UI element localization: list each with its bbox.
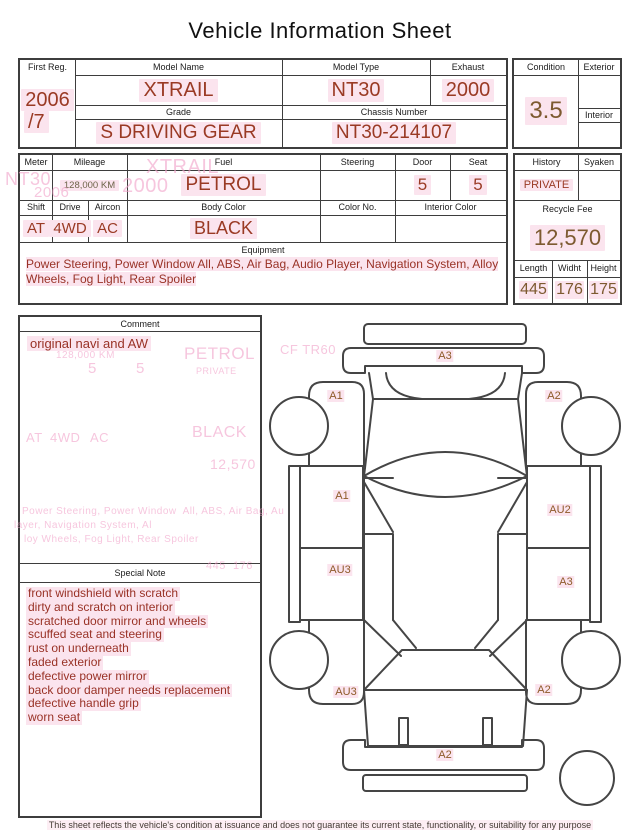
interior-label: Interior [584,110,613,120]
door-label: Door [412,157,433,167]
condition-box [512,58,622,149]
exhaust-label: Exhaust [451,62,485,72]
width-label: Widht [557,263,581,273]
damage-code-label: AU2 [549,504,571,516]
interior-color-label: Interior Color [424,202,477,212]
special-note-header: Special Note [114,568,166,578]
color-no-label: Color No. [338,202,377,212]
chassis-number-value: NT30-214107 [282,119,506,147]
disclaimer-text: This sheet reflects the vehicle's condition at issuance and does not guarantee its current state, functionality, or suitability for any purpose [48,820,592,830]
exhaust-value: 2000 [430,75,506,105]
special-note-item: defective handle grip [28,696,139,711]
height-label: Height [590,263,617,273]
damage-code-label: A3 [559,576,573,588]
table-border-line [20,242,506,243]
bleed-through-ghost-text: XTRAIL [146,156,220,178]
special-note-item: rust on underneath [28,641,129,656]
condition-label: Condition [526,62,566,72]
syaken-label: Syaken [583,157,615,167]
hood-right-edge [518,373,526,468]
windshield-left-arc [386,373,422,399]
bleed-through-ghost-text: PETROL [184,344,256,363]
bleed-through-ghost-text: NT30 [5,169,52,189]
model-name-value: XTRAIL [75,75,282,105]
windshield-right-arc [469,373,505,399]
rear-lower-strip-shape [363,775,527,791]
history-value: PRIVATE [515,170,578,200]
first-reg-label: First Reg. [27,62,67,72]
damage-code-label: A1 [329,390,343,402]
fuel-value: PETROL [127,170,320,200]
bleed-through-ghost-text: 5 [88,360,97,377]
equipment-value: Power Steering, Power Window All, ABS, Air Bag, Audio Player, Navigation System, Alloy Wheels, Fog Light, Rear Spoiler [26,257,499,286]
chassis-number-label: Chassis Number [360,107,428,117]
length-value: 445 [520,281,547,298]
special-note-item: scratched door mirror and wheels [28,613,207,628]
drive-label: Drive [59,202,81,212]
first-reg-value: 2006 /7 [20,75,75,147]
hood-left-edge [365,373,373,468]
damage-code-label: A2 [537,684,551,696]
bleed-through-ghost-text: layer, Navigation System, Al [14,520,152,531]
right-inner-panel-lines [498,478,527,620]
height-value: 175 [590,281,617,298]
right-c-pillar-line [498,482,527,532]
shift-label: Shift [26,202,45,212]
width-value: 176 [556,281,583,298]
exterior-label: Exterior [583,62,615,72]
table-border-line [20,563,260,564]
bleed-through-ghost-text: 128,000 KM [56,350,115,361]
model-type-value: NT30 [282,75,430,105]
aircon-label: Aircon [94,202,121,212]
comment-header: Comment [120,319,160,329]
condition-value: 3.5 [514,75,578,147]
car-top-view-drawing [268,316,632,814]
bleed-through-ghost-text: 5 [136,360,145,377]
special-note-item: defective power mirror [28,668,147,683]
front-left-wheel [270,397,328,455]
bleed-through-ghost-text: loy Wheels, Fog Light, Rear Spoiler [24,534,199,545]
body-color-label: Body Color [201,202,246,212]
steering-label: Steering [340,157,375,167]
recycle-fee-value: 12,570 [515,217,620,258]
table-border-line [515,260,620,261]
left-sill-shape [289,466,300,622]
length-label: Length [519,263,548,273]
mileage-label: Mileage [73,157,106,167]
right-body-wall [526,468,527,620]
damage-code-label: AU3 [329,564,351,576]
rear-hatch-right-slot [483,718,492,745]
page-title: Vehicle Information Sheet [188,18,452,43]
rear-hatch-lower-panel [364,690,527,746]
car-diagram [268,316,632,814]
model-name-label: Model Name [152,62,205,72]
bleed-through-ghost-text: PRIVATE [196,366,237,376]
special-note-item: dirty and scratch on interior [28,599,173,614]
bleed-through-ghost-text: CF TR60 [280,342,336,357]
front-grille-strip-shape [364,324,526,344]
seat-value: 5 [450,170,506,200]
rear-left-door-shape [300,548,363,620]
history-box [513,153,622,305]
left-c-pillar-line [364,482,393,532]
bleed-through-ghost-text: AC [90,430,110,445]
comment-box [18,315,262,818]
table-border-line [515,200,620,201]
right-sill-shape [590,466,601,622]
history-label: History [532,157,561,167]
bleed-through-ghost-text: 4WD [50,430,81,445]
front-left-door-shape [300,466,363,548]
recycle-fee-label: Recycle Fee [542,204,593,214]
body-color-value: BLACK [127,215,320,242]
grade-label: Grade [165,107,191,117]
bleed-through-ghost-text: 2006 [34,184,70,201]
roof-shape [364,452,527,497]
bleed-through-ghost-text: BLACK [192,424,247,441]
bleed-through-ghost-text: 2000 [122,175,169,197]
bleed-through-ghost-text: AT [26,430,43,445]
front-right-wheel [562,397,620,455]
damage-code-label: A3 [438,350,452,362]
table-border-line [578,60,579,147]
rear-hatch-shape [364,650,527,690]
model-type-label: Model Type [332,62,380,72]
shift-value: AT [20,215,52,242]
special-note-item: worn seat [28,710,81,725]
damage-code-label: A2 [438,749,452,761]
left-body-wall [364,468,365,620]
table-border-line [578,122,620,123]
table-border-line [20,582,260,583]
fuel-label: Fuel [214,157,233,167]
spare-tire [560,751,614,805]
comment-text: original navi and AW [27,336,151,351]
rear-right-wheel [562,631,620,689]
special-note-item: back door damper needs replacement [28,682,231,697]
equipment-label: Equipment [241,245,285,255]
grade-value: S DRIVING GEAR [75,119,282,147]
table-border-line [20,331,260,332]
bleed-through-ghost-text: 12,570 [210,456,256,472]
special-notes-list [26,587,258,725]
mileage-value: 128,000 KM [52,170,127,200]
bleed-through-ghost-text: Power Steering, Power Window All, ABS, Air Bag, Au [22,506,285,517]
seat-label: Seat [468,157,488,167]
top-info-table [18,58,508,149]
rear-left-wheel [270,631,328,689]
special-note-item: front windshield with scratch [28,586,179,600]
rear-hatch-left-slot [399,718,408,745]
bleed-through-ghost-text: 445 176 [206,560,253,572]
drive-value: 4WD [52,215,88,242]
spec-table [18,153,508,305]
door-value: 5 [395,170,450,200]
damage-code-label: AU3 [335,686,357,698]
meter-label: Meter [24,157,48,167]
left-inner-panel-lines [364,478,393,620]
damage-code-label: A2 [547,390,561,402]
special-note-item: faded exterior [28,654,102,669]
aircon-value: AC [88,215,127,242]
special-note-item: scuffed seat and steering [28,627,162,642]
damage-code-label: A1 [335,490,349,502]
